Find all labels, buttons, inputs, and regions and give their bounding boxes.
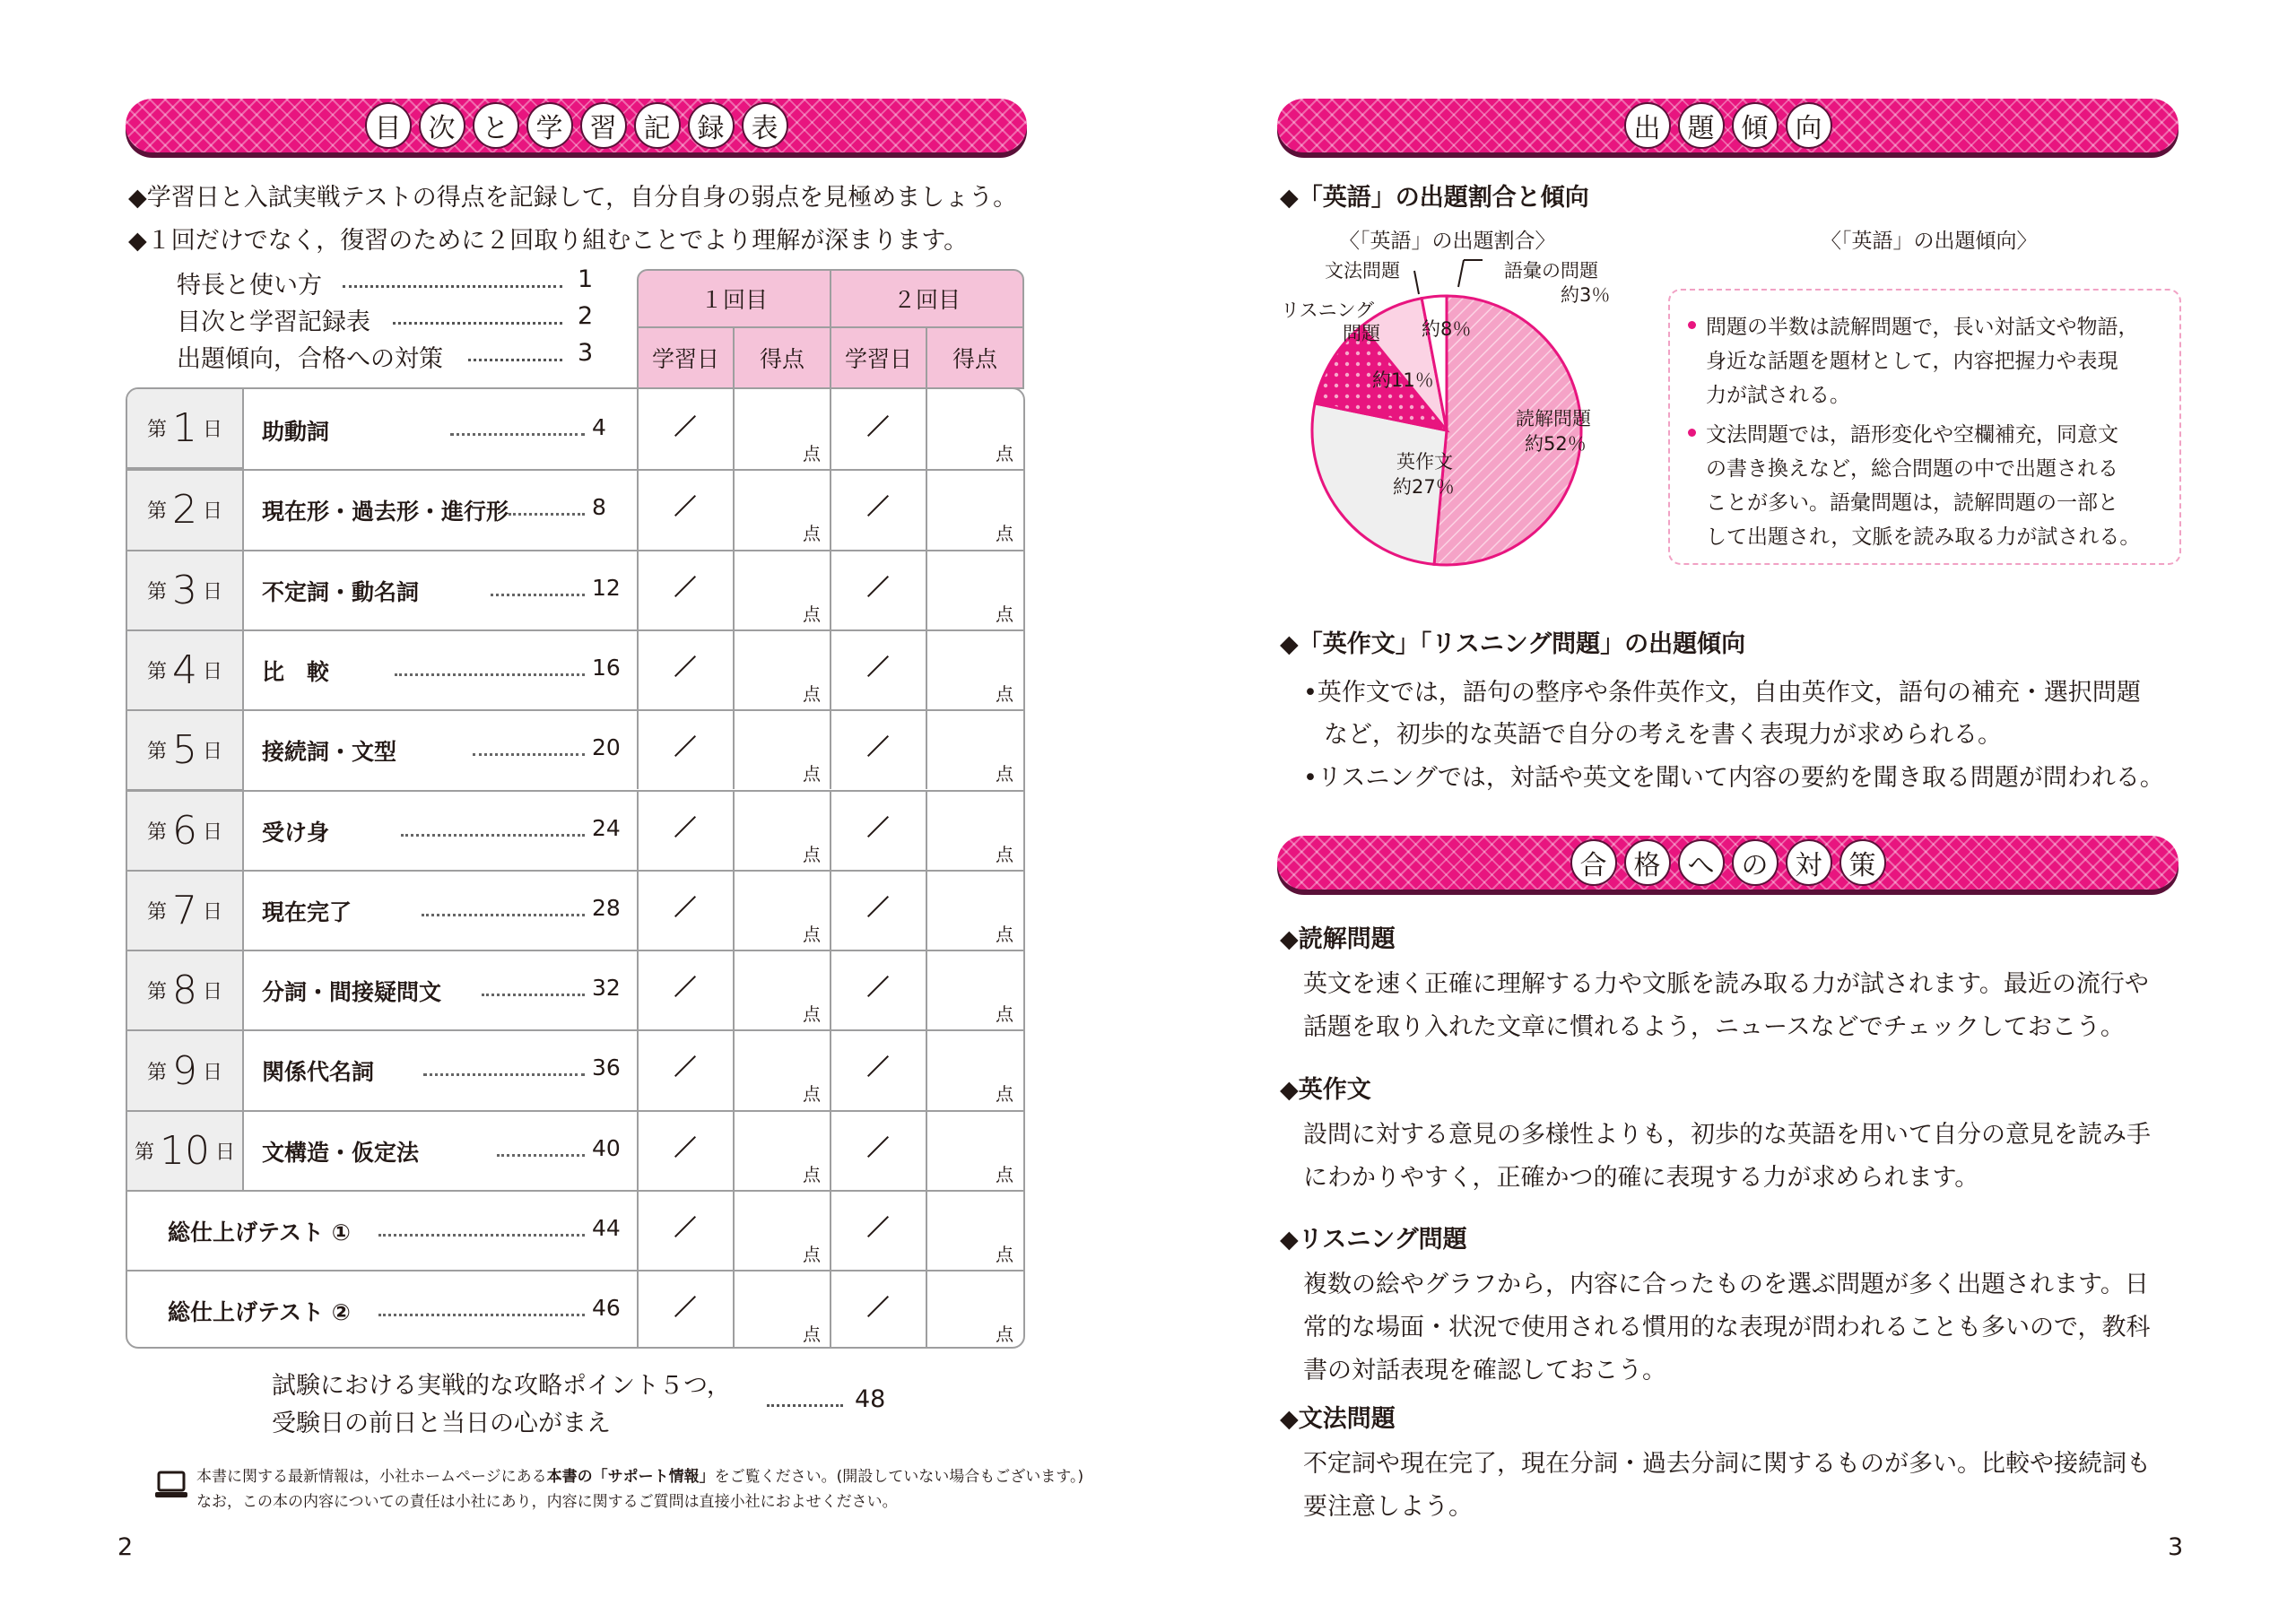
day-suffix: 日 (203, 1061, 223, 1084)
col-divider (733, 709, 735, 789)
date-slash (674, 576, 696, 597)
score-unit: 点 (803, 843, 821, 865)
strategy-title: ◆英作文 (1280, 1076, 1371, 1104)
notice-line-2: なお，この本の内容についての責任は小社にあり，内容に関するご質問は直接小社におよせください。 (196, 1493, 898, 1511)
day-suffix: 日 (203, 419, 223, 442)
col-divider (637, 550, 639, 629)
strategy-line: にわかりやすく，正確かつ的確に表現する力が求められます。 (1303, 1164, 1979, 1192)
day-number: 10 (160, 1127, 210, 1174)
page-ref: 8 (592, 494, 606, 521)
label-grammar-pct: 約8％ (1422, 318, 1472, 340)
row-divider (127, 550, 1025, 551)
col-divider (830, 550, 831, 629)
col-divider (926, 1110, 927, 1190)
strategy-title: ◆リスニング問題 (1280, 1226, 1467, 1254)
col-divider (926, 469, 927, 549)
day-label (126, 950, 244, 1031)
s2-b2-l1: •リスニングでは，対話や英文を聞いて内容の要約を聞き取る問題が問われる。 (1303, 764, 2164, 792)
fm-page-2: 2 (578, 302, 594, 330)
label-listening-b: 問題 (1343, 323, 1380, 344)
dot-leader (450, 433, 585, 436)
day-label (126, 1029, 244, 1111)
banner-char: 合 (1570, 839, 1617, 886)
col-divider (733, 790, 735, 870)
strategy-title: ◆読解問題 (1280, 925, 1396, 953)
record-table (126, 387, 1025, 1349)
col-divider (637, 870, 639, 950)
day-suffix: 日 (203, 661, 223, 684)
section1-title: ◆「英語」の出題割合と傾向 (1280, 184, 1589, 212)
date-slash (867, 576, 889, 597)
col-divider (926, 1029, 927, 1109)
col-divider (830, 1110, 831, 1190)
tips-page: 48 (855, 1385, 886, 1413)
page-ref: 28 (592, 894, 621, 921)
col-divider (733, 1270, 735, 1349)
day-label (126, 629, 244, 711)
strategy-line: 複数の絵やグラフから，内容に合ったものを選ぶ問題が多く出題されます。日 (1303, 1271, 2149, 1298)
page-number-left: 2 (117, 1533, 134, 1561)
day-suffix: 日 (203, 900, 223, 924)
score-unit: 点 (803, 523, 821, 545)
date-slash (674, 1216, 696, 1237)
col-divider (926, 709, 927, 789)
banner-char: へ (1678, 839, 1725, 886)
strategy-line: 設問に対する意見の多様性よりも，初歩的な英語を用いて自分の意見を読み手 (1303, 1121, 2151, 1149)
date-slash (867, 1136, 889, 1158)
day-prefix: 第 (146, 580, 167, 603)
col-divider (733, 950, 735, 1029)
day-prefix: 第 (146, 900, 167, 924)
banner-char: 傾 (1732, 102, 1779, 149)
dot-leader (482, 994, 585, 996)
col-divider (733, 629, 735, 709)
topic-label: 受け身 (262, 819, 330, 846)
test-label: 総仕上げテスト ② (168, 1299, 351, 1326)
strategy-banner-title (1277, 836, 2179, 890)
day-prefix: 第 (146, 500, 167, 524)
banner-char: 習 (580, 102, 627, 149)
score-unit: 点 (996, 1003, 1013, 1026)
day-number: 8 (172, 968, 197, 1014)
fm-page-1: 1 (578, 265, 594, 293)
page-number-right: 3 (2168, 1533, 2184, 1561)
score-unit: 点 (996, 1163, 1013, 1185)
col-divider (637, 1110, 639, 1190)
day-prefix: 第 (134, 1141, 154, 1164)
score-unit: 点 (803, 443, 821, 464)
col-divider (733, 1190, 735, 1270)
day-label (126, 870, 244, 951)
date-slash (674, 815, 696, 837)
date-slash (867, 1296, 889, 1317)
round1-header: １回目 (637, 269, 831, 328)
dot-leader (395, 673, 585, 676)
col-divider (637, 1029, 639, 1109)
test-label: 総仕上げテスト ① (168, 1219, 351, 1245)
page-ref: 12 (592, 574, 621, 601)
page-ref: 46 (592, 1295, 621, 1322)
banner-char: 記 (634, 102, 681, 149)
topic-label: 分詞・間接疑問文 (262, 979, 442, 1006)
date-slash (674, 735, 696, 757)
score-unit: 点 (996, 523, 1013, 545)
trend-bullet-dot (1688, 321, 1696, 329)
day-prefix: 第 (146, 419, 167, 442)
row-divider (127, 469, 1025, 471)
label-listening-pct: 約11％ (1372, 369, 1434, 391)
day-label (126, 709, 244, 791)
tips-dots (767, 1404, 843, 1407)
topic-label: 現在形・過去形・進行形 (262, 499, 509, 525)
day-suffix: 日 (203, 741, 223, 764)
intro-line-2: ◆１回だけでなく，復習のために２回取り組むことでより理解が深まります。 (128, 227, 969, 255)
r2-date-header: 学習日 (830, 326, 927, 389)
dot-leader (422, 914, 585, 916)
col-divider (830, 1270, 831, 1349)
date-slash (674, 896, 696, 917)
banner-char: 題 (1678, 102, 1725, 149)
topic-label: 不定詞・動名詞 (262, 578, 420, 605)
dot-leader (378, 1314, 585, 1316)
day-number: 9 (172, 1047, 197, 1094)
fm-label-2: 目次と学習記録表 (177, 308, 370, 336)
topic-label: 比 較 (262, 658, 330, 685)
col-divider (926, 870, 927, 950)
banner-char: 表 (742, 102, 788, 149)
row-divider (127, 1190, 1025, 1192)
day-label (126, 550, 244, 631)
col-divider (733, 1110, 735, 1190)
col-divider (830, 709, 831, 789)
day-prefix: 第 (146, 741, 167, 764)
page-ref: 40 (592, 1134, 621, 1161)
page-ref: 20 (592, 734, 621, 761)
banner-char: 学 (526, 102, 573, 149)
date-slash (867, 735, 889, 757)
fm-label-3: 出題傾向，合格への対策 (177, 345, 443, 373)
date-slash (674, 415, 696, 437)
s2-b1-l2: など，初歩的な英語で自分の考えを書く表現力が求められる。 (1324, 721, 2002, 749)
strategy-line: 不定詞や現在完了，現在分詞・過去分詞に関するものが多い。比較や接続詞も (1303, 1450, 2151, 1478)
trend-line: の書き換えなど，総合問題の中で出題される (1706, 457, 2118, 481)
banner-char: 目 (365, 102, 412, 149)
day-label (126, 387, 244, 469)
label-reading: 読解問題 (1516, 408, 1591, 430)
section2-title: ◆「英作文」「リスニング問題」の出題傾向 (1280, 630, 1746, 658)
fm-page-3: 3 (578, 339, 594, 367)
row-divider (127, 870, 1025, 872)
day-number: 7 (172, 887, 197, 933)
row-divider (127, 1270, 1025, 1271)
col-divider (926, 629, 927, 709)
date-slash (867, 655, 889, 677)
score-unit: 点 (996, 923, 1013, 945)
banner-char: 策 (1839, 839, 1886, 886)
tips-line-2: 受験日の前日と当日の心がまえ (272, 1410, 611, 1437)
date-slash (867, 815, 889, 837)
label-listening-a: リスニング (1281, 299, 1375, 321)
label-writing: 英作文 (1396, 451, 1453, 473)
trend-line: して出題され，文脈を読み取る力が試される。 (1706, 525, 2141, 549)
col-divider (637, 1190, 639, 1270)
banner-char: 対 (1786, 839, 1832, 886)
dot-leader (473, 753, 585, 756)
col-divider (926, 550, 927, 629)
score-unit: 点 (996, 603, 1013, 625)
trend-line: 身近な話題を題材として，内容把握力や表現 (1706, 350, 2118, 373)
page-ref: 4 (592, 414, 606, 440)
score-unit: 点 (803, 603, 821, 625)
banner-char: 次 (419, 102, 465, 149)
col-divider (733, 550, 735, 629)
banner-char: 出 (1624, 102, 1671, 149)
dot-leader (401, 834, 585, 837)
date-slash (867, 896, 889, 917)
r1-date-header: 学習日 (637, 326, 735, 389)
round2-header: ２回目 (830, 269, 1024, 328)
notice-line-1 (196, 1463, 1083, 1486)
score-unit: 点 (996, 682, 1013, 705)
col-divider (637, 629, 639, 709)
score-unit: 点 (803, 1003, 821, 1026)
score-unit: 点 (803, 1163, 821, 1185)
score-unit: 点 (996, 1083, 1013, 1106)
strategy-title: ◆文法問題 (1280, 1405, 1396, 1433)
day-suffix: 日 (203, 981, 223, 1004)
date-slash (674, 655, 696, 677)
col-divider (637, 790, 639, 870)
date-slash (867, 415, 889, 437)
day-number: 3 (172, 567, 197, 613)
score-unit: 点 (803, 923, 821, 945)
banner-char: 格 (1624, 839, 1671, 886)
date-slash (674, 1055, 696, 1077)
row-divider (127, 1110, 1025, 1112)
day-prefix: 第 (146, 820, 167, 844)
col-divider (830, 870, 831, 950)
score-unit: 点 (803, 763, 821, 785)
row-divider (127, 790, 1025, 792)
col-divider (830, 629, 831, 709)
col-divider (637, 389, 639, 469)
topic-label: 助動詞 (262, 419, 330, 445)
col-divider (830, 469, 831, 549)
col-divider (926, 950, 927, 1029)
date-slash (867, 976, 889, 997)
day-number: 6 (172, 807, 197, 854)
label-reading-pct: 約52％ (1525, 433, 1587, 455)
computer-icon (154, 1471, 188, 1501)
trend-line: 力が試される。 (1706, 384, 1850, 407)
col-divider (830, 950, 831, 1029)
col-divider (733, 389, 735, 469)
row-divider (127, 709, 1025, 711)
score-unit: 点 (996, 443, 1013, 464)
notice-1c: をご覧ください。(開設していない場合もございます。) (714, 1468, 1084, 1486)
score-unit: 点 (996, 843, 1013, 865)
date-slash (674, 1136, 696, 1158)
date-slash (674, 976, 696, 997)
dot-leader (509, 513, 585, 516)
date-slash (674, 1296, 696, 1317)
topic-label: 接続詞・文型 (262, 739, 397, 766)
notice-1a: 本書に関する最新情報は，小社ホームページにある (196, 1468, 547, 1486)
banner-char: と (473, 102, 519, 149)
score-unit: 点 (803, 1244, 821, 1265)
banner-char: 録 (688, 102, 735, 149)
score-unit: 点 (803, 1083, 821, 1106)
intro-line-1: ◆学習日と入試実戦テストの得点を記録して，自分自身の弱点を見極めましょう。 (128, 184, 1018, 212)
strategy-banner (1277, 836, 2179, 890)
dot-leader (497, 1154, 585, 1157)
day-label (126, 1110, 244, 1192)
score-unit: 点 (996, 1324, 1013, 1346)
dot-leader (378, 1234, 585, 1237)
day-number: 5 (172, 727, 197, 774)
date-slash (867, 1216, 889, 1237)
day-suffix: 日 (203, 580, 223, 603)
score-unit: 点 (803, 1324, 821, 1346)
day-suffix: 日 (203, 500, 223, 524)
trend-bullet-dot (1688, 429, 1696, 437)
score-unit: 点 (996, 1244, 1013, 1265)
col-divider (637, 950, 639, 1029)
tips-line-1: 試験における実戦的な攻略ポイント５つ， (272, 1372, 731, 1400)
date-slash (867, 495, 889, 516)
col-divider (637, 709, 639, 789)
score-unit: 点 (803, 682, 821, 705)
date-slash (867, 1055, 889, 1077)
grammar-leader (1414, 271, 1419, 294)
trend-caption: 〈「英語」の出題傾向〉 (1821, 230, 2038, 253)
col-divider (733, 469, 735, 549)
date-slash (674, 495, 696, 516)
page-ref: 24 (592, 814, 621, 841)
topic-label: 関係代名詞 (262, 1059, 375, 1086)
strategy-line: 英文を速く正確に理解する力や文脈を読み取る力が試されます。最近の流行や (1303, 970, 2149, 998)
col-divider (926, 389, 927, 469)
r2-score-header: 得点 (926, 326, 1024, 389)
page-ref: 36 (592, 1055, 621, 1081)
r1-score-header: 得点 (733, 326, 831, 389)
banner-char: 向 (1786, 102, 1832, 149)
trend-line: 文法問題では，語形変化や空欄補充，同意文 (1706, 423, 2118, 447)
page-ref: 16 (592, 654, 621, 681)
strategy-line: 書の対話表現を確認しておこう。 (1303, 1357, 1666, 1384)
trend-box (1668, 289, 2181, 565)
trend-line: ことが多い。語彙問題は，読解問題の一部と (1706, 491, 2118, 515)
col-divider (830, 389, 831, 469)
vocab-leader-v (1458, 260, 1464, 287)
page-ref: 44 (592, 1215, 621, 1241)
day-prefix: 第 (146, 981, 167, 1004)
strategy-line: 話題を取り入れた文章に慣れるよう，ニュースなどでチェックしておこう。 (1303, 1013, 2125, 1041)
toc-banner (126, 99, 1027, 152)
label-vocab-pct: 約3％ (1561, 284, 1611, 306)
fm-dots-3 (468, 359, 562, 361)
topic-label: 文構造・仮定法 (262, 1139, 420, 1166)
toc-banner-title (126, 99, 1027, 152)
day-label (126, 790, 244, 872)
chart-caption: 〈「英語」の出題割合〉 (1339, 230, 1556, 253)
trend-banner (1277, 99, 2179, 152)
col-divider (733, 870, 735, 950)
col-divider (830, 790, 831, 870)
day-prefix: 第 (146, 661, 167, 684)
s2-b1-l1: •英作文では，語句の整序や条件英作文，自由英作文，語句の補充・選択問題 (1303, 679, 2141, 707)
day-number: 1 (172, 405, 197, 452)
row-divider (127, 1029, 1025, 1031)
topic-label: 現在完了 (262, 898, 352, 925)
day-suffix: 日 (203, 820, 223, 844)
col-divider (830, 1190, 831, 1270)
day-label (126, 469, 244, 551)
notice-1b: 本書の「サポート情報」 (546, 1468, 715, 1486)
col-divider (637, 1270, 639, 1349)
day-number: 4 (172, 647, 197, 694)
col-divider (830, 1029, 831, 1109)
col-divider (926, 1270, 927, 1349)
score-unit: 点 (996, 763, 1013, 785)
col-divider (926, 1190, 927, 1270)
fm-dots-2 (393, 322, 562, 325)
col-divider (733, 1029, 735, 1109)
fm-dots-1 (343, 285, 562, 288)
day-suffix: 日 (215, 1141, 236, 1164)
row-divider (127, 629, 1025, 631)
dot-leader (491, 594, 585, 596)
row-divider (127, 950, 1025, 951)
strategy-line: 要注意しよう。 (1303, 1493, 1473, 1521)
label-grammar: 文法問題 (1325, 260, 1400, 282)
day-number: 2 (172, 487, 197, 534)
label-writing-pct: 約27％ (1393, 476, 1455, 498)
strategy-line: 常的な場面・状況で使用される慣用的な表現が問われることも多いので，教科 (1303, 1314, 2151, 1341)
dot-leader (423, 1073, 585, 1076)
col-divider (637, 469, 639, 549)
day-prefix: 第 (146, 1061, 167, 1084)
label-vocab: 語彙の問題 (1504, 260, 1598, 282)
fm-label-1: 特長と使い方 (177, 272, 322, 299)
trend-banner-title (1277, 99, 2179, 152)
banner-char: の (1732, 839, 1779, 886)
page-ref: 32 (592, 975, 621, 1002)
trend-line: 問題の半数は読解問題で，長い対話文や物語， (1706, 316, 2139, 339)
col-divider (926, 790, 927, 870)
